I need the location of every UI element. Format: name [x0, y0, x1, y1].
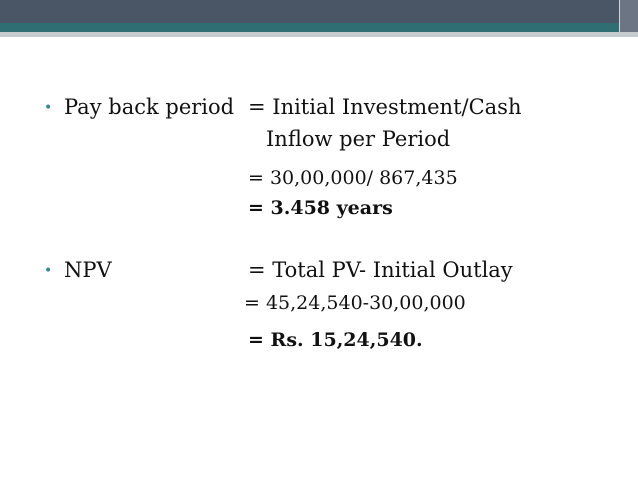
bullet-marker: •	[44, 100, 53, 116]
npv-label: NPV	[64, 258, 112, 282]
header-corner-block	[619, 0, 638, 32]
npv-calculation: = 45,24,540-30,00,000	[244, 292, 466, 314]
header-band-dark	[0, 0, 638, 23]
payback-result: = 3.458 years	[248, 197, 393, 219]
bullet-marker: •	[44, 263, 53, 279]
npv-formula: = Total PV- Initial Outlay	[248, 258, 513, 282]
header-band-light	[0, 32, 638, 37]
npv-result: = Rs. 15,24,540.	[248, 329, 423, 351]
payback-formula-line-2: Inflow per Period	[266, 127, 451, 151]
header-band-teal	[0, 23, 638, 32]
payback-label: Pay back period	[64, 95, 235, 119]
payback-calculation: = 30,00,000/ 867,435	[248, 167, 458, 189]
payback-formula-line-1: = Initial Investment/Cash	[248, 95, 522, 119]
